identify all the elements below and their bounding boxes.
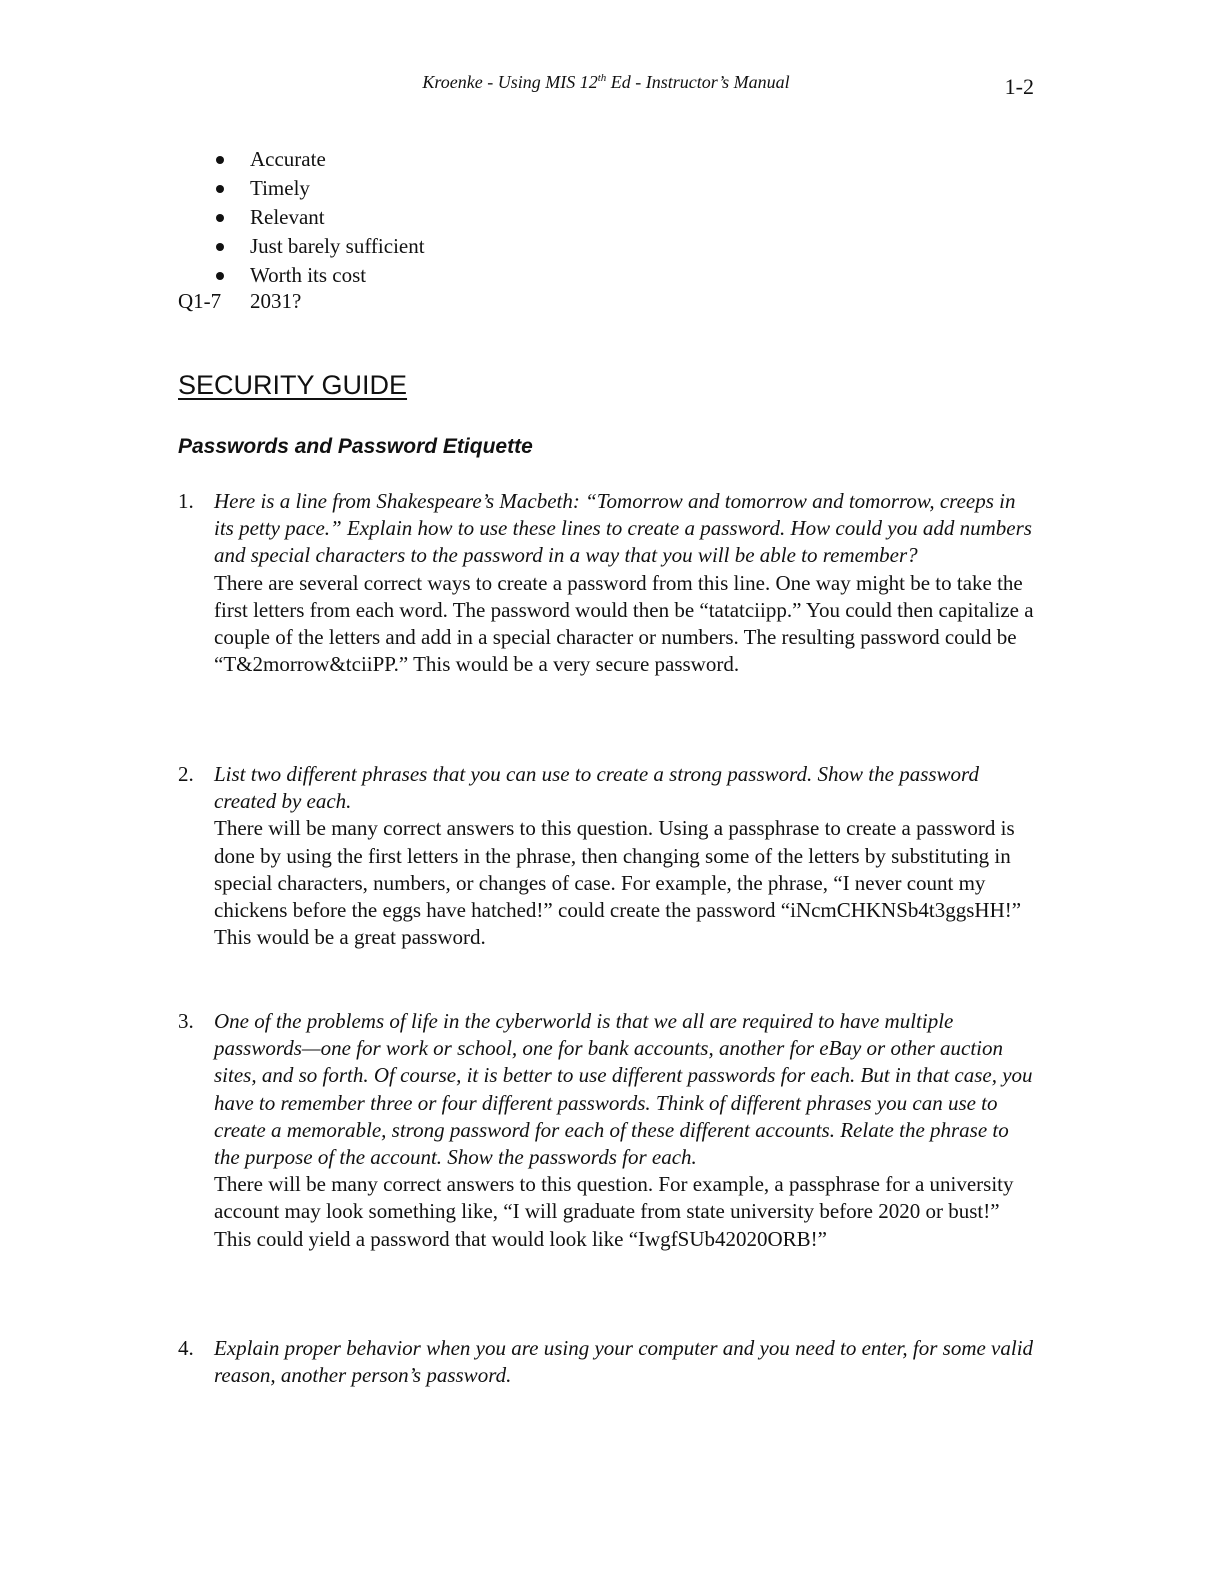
list-item: Timely <box>214 174 425 203</box>
bullet-icon <box>216 156 224 164</box>
section-title: SECURITY GUIDE <box>178 370 408 400</box>
item-number: 3. <box>178 1009 194 1033</box>
question-text: Here is a line from Shakespeare’s Macbeth: “Tomorrow and tomorrow and tomorrow, creeps in its petty pace.” Explain how to use these lines to create a password. How could you add numbers and special characters to the password in a way that you will be able to remember? <box>214 489 1032 568</box>
question-text: 2031? <box>250 289 302 313</box>
item-number: 4. <box>178 1336 194 1360</box>
list-item: Worth its cost <box>214 261 425 290</box>
answer-text: There will be many correct answers to this question. For example, a passphrase for a university account may look something like, “I will graduate from state university before 2020 or bust!” This could yield a password that would look like “IwgfSUb42020ORB!” <box>214 1172 1014 1251</box>
question-code: Q1-7 <box>178 289 222 313</box>
list-item: Just barely sufficient <box>214 232 425 261</box>
qa-body <box>214 1335 1038 1389</box>
item-number: 1. <box>178 489 194 513</box>
qa-item-3 <box>178 1008 1038 1253</box>
item-number: 2. <box>178 762 194 786</box>
qa-body <box>214 488 1038 678</box>
header-title: Kroenke - Using MIS 12th Ed - Instructor’s Manual <box>422 72 790 92</box>
bullet-list <box>214 145 425 290</box>
page-number: 1-2 <box>1004 74 1034 99</box>
running-header <box>178 72 1034 100</box>
list-item: Relevant <box>214 203 425 232</box>
qa-item-4 <box>178 1335 1038 1389</box>
bullet-icon <box>216 272 224 280</box>
qa-body <box>214 1008 1038 1253</box>
subsection-title: Passwords and Password Etiquette <box>178 435 533 458</box>
qa-item-2 <box>178 761 1038 951</box>
bullet-icon <box>216 185 224 193</box>
answer-text: There will be many correct answers to this question. Using a passphrase to create a password is done by using the first letters in the phrase, then changing some of the letters by substituting in special characters, numbers, or changes of case. For example, the phrase, “I never count my chickens before the eggs have hatched!” could create the password “iNcmCHKNSb4t3ggsHH!” This would be a great password. <box>214 816 1022 950</box>
question-text: List two different phrases that you can use to create a strong password. Show the password created by each. <box>214 762 979 814</box>
question-text: Explain proper behavior when you are using your computer and you need to enter, for some valid reason, another person’s password. <box>214 1336 1034 1388</box>
qa-body <box>214 761 1038 951</box>
bullet-icon <box>216 214 224 222</box>
qa-item-1 <box>178 488 1038 678</box>
question-text: One of the problems of life in the cyberworld is that we all are required to have multiple passwords—one for work or school, one for bank accounts, another for eBay or other auction sites, and so forth. Of course, it is better to use different passwords for each. But in that case, you have to remember three or four different passwords. Think of different phrases you can use to create a memorable, strong password for each of these different accounts. Relate the phrase to the purpose of the account. Show the passwords for each. <box>214 1009 1033 1170</box>
list-item: Accurate <box>214 145 425 174</box>
question-heading <box>178 289 301 314</box>
answer-text: There are several correct ways to create a password from this line. One way might be to take the first letters from each word. The password would then be “tatatciipp.” You could then capitalize a couple of the letters and add in a special character or numbers. The resulting password could be “T&2morrow&tciiPP.” This would be a very secure password. <box>214 570 1034 677</box>
bullet-icon <box>216 243 224 251</box>
